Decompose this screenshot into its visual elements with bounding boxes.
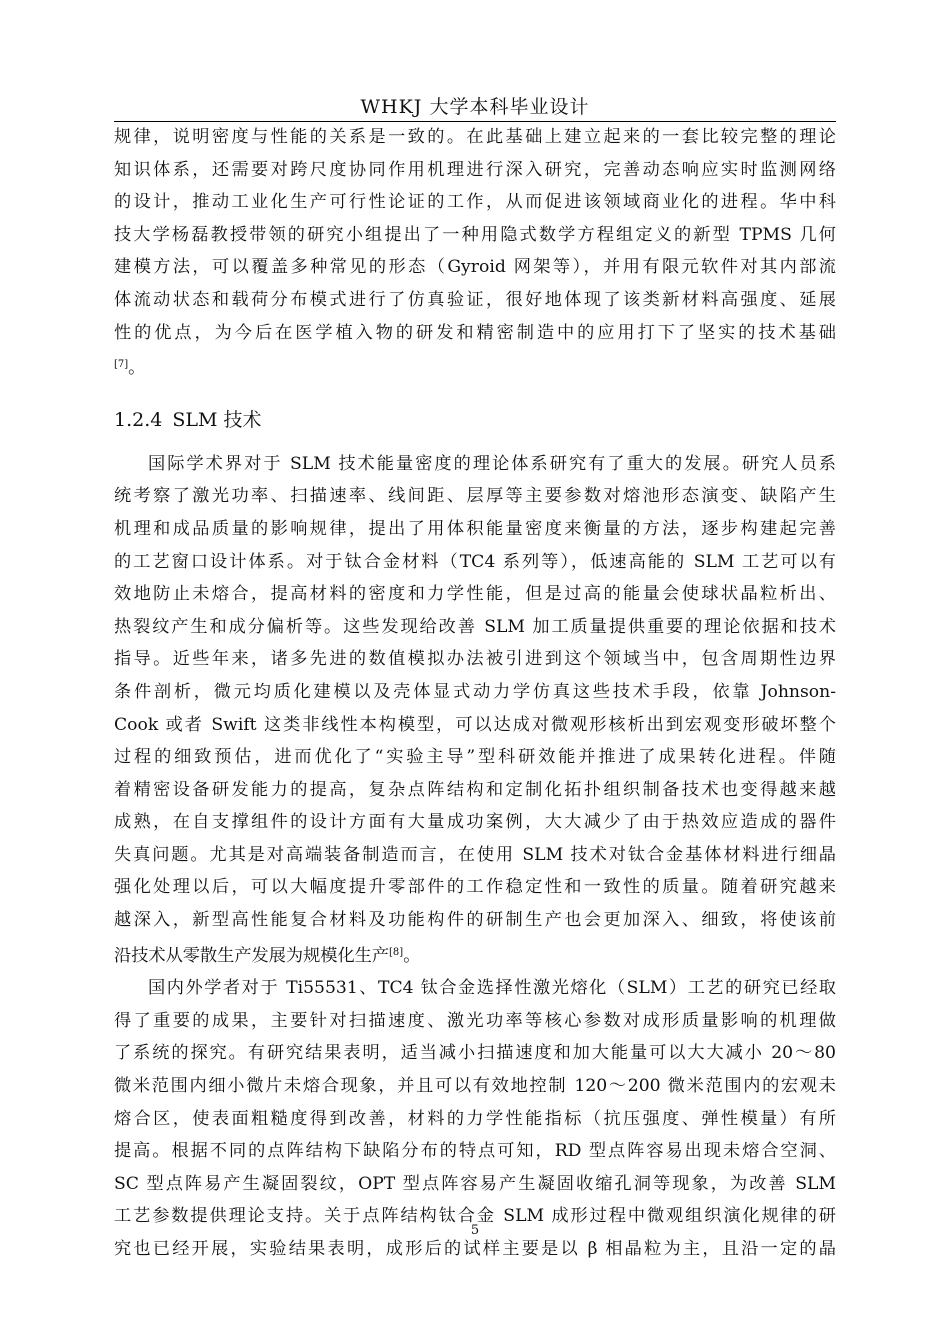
text-line: 国际学术界对于 SLM 技术能量密度的理论体系研究有了重大的发展。研究人员系	[148, 453, 836, 474]
text-tail: 。	[403, 945, 421, 966]
text-tail: 。	[128, 358, 146, 379]
citation-ref: [7]	[114, 359, 129, 371]
text-line: 着精密设备研发能力的提高，复杂点阵结构和定制化拓扑组织制备技术也变得越来越	[114, 779, 836, 800]
citation-ref: [8]	[389, 946, 404, 958]
text-line: 失真问题。尤其是对高端装备制造而言，在使用 SLM 技术对钛合金基体材料进行细晶	[114, 844, 836, 865]
text-line: 的设计，推动工业化生产可行性论证的工作，从而促进该领域商业化的进程。华中科	[114, 192, 836, 213]
paragraph-1	[114, 121, 836, 385]
section-heading	[114, 405, 836, 435]
text-line: 体流动状态和载荷分布模式进行了仿真验证，很好地体现了该类新材料高强度、延展	[114, 289, 836, 310]
text-line: 指导。近些年来，诸多先进的数值模拟办法被引进到这个领域当中，包含周期性边界	[114, 649, 836, 670]
text-line: 了系统的探究。有研究结果表明，适当减小扫描速度和加大能量可以大大减小 20～80	[114, 1043, 836, 1064]
page-header: WHKJ 大学本科毕业设计	[360, 96, 590, 118]
text-line: 得了重要的成果，主要针对扫描速度、激光功率等核心参数对成形质量影响的机理做	[114, 1010, 836, 1031]
text-line: 效地防止未熔合，提高材料的密度和力学性能，但是过高的能量会使球状晶粒析出、	[114, 584, 836, 605]
text-line: SC 型点阵易产生凝固裂纹，OPT 型点阵容易产生凝固收缩孔洞等现象，为改善 SLM	[114, 1173, 836, 1194]
text-line: 究也已经开展，实验结果表明，成形后的试样主要是以 β 相晶粒为主，且沿一定的晶	[114, 1239, 836, 1259]
text-line: 微米范围内细小微片未熔合现象，并且可以有效地控制 120～200 微米范围内的宏观未	[114, 1076, 836, 1097]
text-line: 的工艺窗口设计体系。对于钛合金材料（TC4 系列等），低速高能的 SLM 工艺可以有	[114, 551, 836, 572]
text-line: 知识体系，还需要对跨尺度协同作用机理进行深入研究，完善动态响应实时监测网络	[114, 159, 836, 180]
paragraph-3	[114, 972, 836, 1265]
text-line: 越深入，新型高性能复合材料及功能构件的研制生产也会更加深入、细致，将使该前	[114, 910, 836, 931]
text-line: 国内外学者对于 Ti55531、TC4 钛合金选择性激光熔化（SLM）工艺的研究已经取	[148, 978, 836, 999]
text-line: 强化处理以后，可以大幅度提升零部件的工作稳定性和一致性的质量。随着研究越来	[114, 877, 836, 898]
text-line: 技大学杨磊教授带领的研究小组提出了一种用隐式数学方程组定义的新型 TPMS 几何	[114, 224, 836, 245]
text-line: 建模方法，可以覆盖多种常见的形态（Gyroid 网架等），并用有限元软件对其内部流	[114, 257, 836, 278]
paragraph-2	[114, 448, 836, 973]
text-line: 规律，说明密度与性能的关系是一致的。在此基础上建立起来的一套比较完整的理论	[114, 127, 836, 147]
body-content	[114, 121, 836, 1266]
text-line	[114, 349, 836, 385]
text-line: 过程的细致预估，进而优化了“实验主导”型科研效能并推进了成果转化进程。伴随	[114, 747, 836, 768]
text-line: 性的优点，为今后在医学植入物的研发和精密制造中的应用打下了坚实的技术基础	[114, 322, 836, 343]
text-line: 熔合区，使表面粗糙度得到改善，材料的力学性能指标（抗压强度、弹性模量）有所	[114, 1108, 836, 1129]
page-number: 5	[470, 1223, 480, 1238]
text-line: 条件剖析，微元均质化建模以及壳体显式动力学仿真这些技术手段，依靠 Johnson-	[114, 681, 836, 702]
text-line: 提高。根据不同的点阵结构下缺陷分布的特点可知，RD 型点阵容易出现未熔合空洞、	[114, 1141, 836, 1162]
section-number: 1.2.4	[114, 408, 163, 431]
text-last: 沿技术从零散生产发展为规模化生产	[114, 945, 390, 966]
text-line: 工艺参数提供理论支持。关于点阵结构钛合金 SLM 成形过程中微观组织演化规律的研	[114, 1206, 836, 1227]
text-line: Cook 或者 Swift 这类非线性本构模型，可以达成对微观形核析出到宏观变形破坏整个	[114, 714, 836, 735]
text-line: 机理和成品质量的影响规律，提出了用体积能量密度来衡量的方法，逐步构建起完善	[114, 518, 836, 539]
text-line: 热裂纹产生和成分偏析等。这些发现给改善 SLM 加工质量提供重要的理论依据和技术	[114, 616, 836, 637]
text-line: 统考察了激光功率、扫描速率、线间距、层厚等主要参数对熔池形态演变、缺陷产生	[114, 486, 836, 507]
text-line: 成熟，在自支撑组件的设计方面有大量成功案例，大大减少了由于热效应造成的器件	[114, 812, 836, 833]
section-title: SLM 技术	[172, 408, 262, 431]
text-line	[114, 937, 836, 973]
